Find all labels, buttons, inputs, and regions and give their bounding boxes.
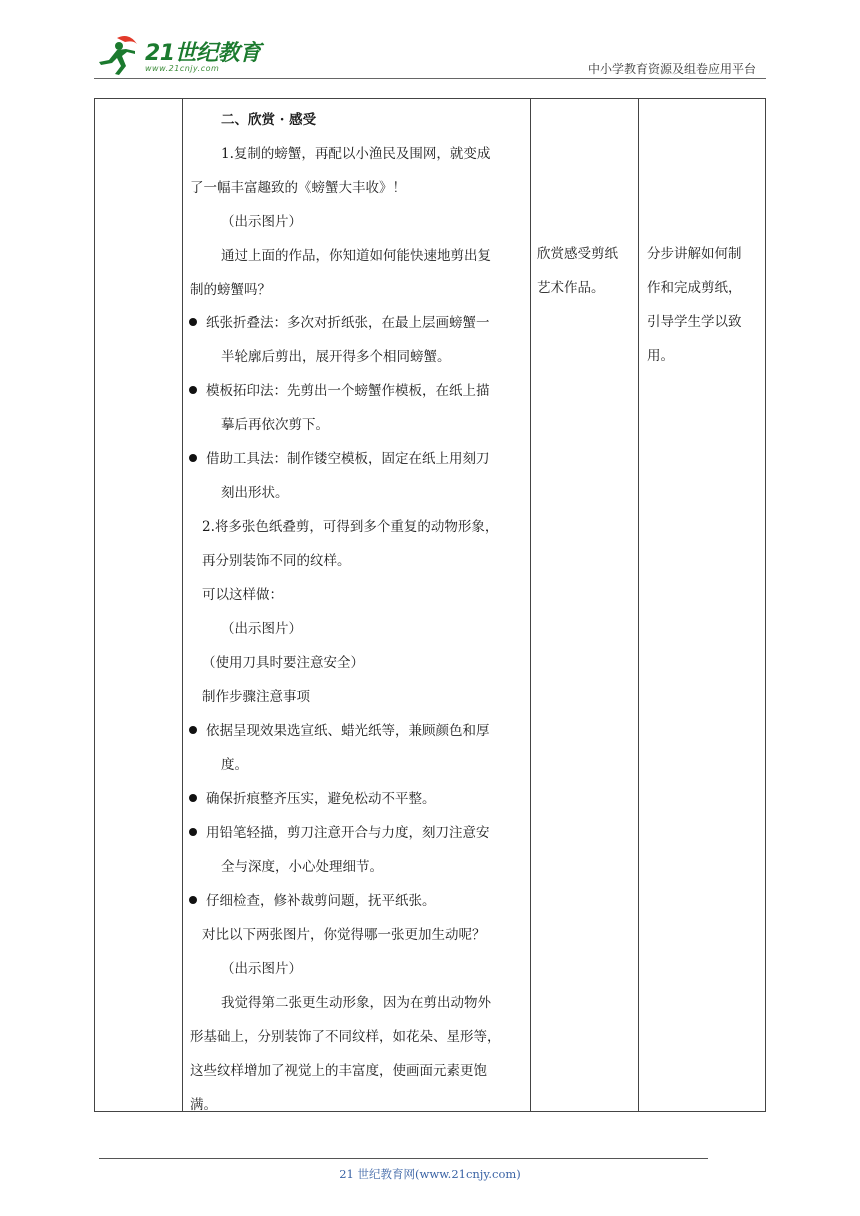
- column-divider: [638, 99, 639, 1111]
- design-intent-line: 分步讲解如何制: [647, 246, 742, 262]
- content-line: 2.将多张色纸叠剪，可得到多个重复的动物形象，: [202, 519, 499, 535]
- content-line: 再分别装饰不同的纹样。: [202, 553, 351, 569]
- bullet-item: 依据呈现效果选宣纸、蜡光纸等，兼顾颜色和厚: [190, 719, 490, 739]
- design-intent-line: 引导学生学以致: [647, 314, 742, 330]
- content-line: 可以这样做：: [202, 587, 283, 603]
- content-line: 满。: [190, 1097, 217, 1113]
- runner-logo-icon: [95, 34, 145, 76]
- bullet-item: 模板拓印法：先剪出一个螃蟹作模板，在纸上描: [190, 379, 490, 399]
- content-line: （出示图片）: [221, 961, 302, 977]
- column-divider: [530, 99, 531, 1111]
- content-line: 这些纹样增加了视觉上的丰富度，使画面元素更饱: [190, 1063, 487, 1079]
- column-divider: [182, 99, 183, 1111]
- platform-name: 中小学教育资源及组卷应用平台: [587, 62, 756, 76]
- content-line: 制的螃蟹吗？: [190, 282, 271, 298]
- bullet-item: 借助工具法：制作镂空模板，固定在纸上用刻刀: [190, 447, 490, 467]
- student-activity-line: 欣赏感受剪纸: [537, 246, 618, 262]
- logo-text: 21世纪教育: [145, 41, 261, 66]
- content-line: （出示图片）: [221, 214, 302, 230]
- footer-divider: [99, 1158, 708, 1159]
- content-line: 对比以下两张图片，你觉得哪一张更加生动呢？: [202, 927, 486, 943]
- bullet-item: 仔细检查，修补裁剪问题，抚平纸张。: [190, 889, 436, 909]
- design-intent-line: 作和完成剪纸，: [647, 280, 742, 296]
- header-divider: [94, 78, 766, 79]
- content-line: 制作步骤注意事项: [202, 689, 310, 705]
- bullet-item: 用铅笔轻描，剪刀注意开合与力度，刻刀注意安: [190, 821, 490, 841]
- bullet-item: 纸张折叠法：多次对折纸张，在最上层画螃蟹一: [190, 311, 490, 331]
- page-header: [0, 0, 860, 80]
- section-title: 二、欣赏 · 感受: [221, 112, 317, 128]
- footer-text: 21 世纪教育网(www.21cnjy.com): [339, 1167, 521, 1181]
- content-line: 通过上面的作品，你知道如何能快速地剪出复: [221, 248, 491, 264]
- content-line: 半轮廓后剪出，展开得多个相同螃蟹。: [221, 349, 451, 365]
- content-line: （使用刀具时要注意安全）: [202, 655, 364, 671]
- content-line: 度。: [221, 757, 248, 773]
- content-line: 摹后再依次剪下。: [221, 417, 329, 433]
- content-line: 刻出形状。: [221, 485, 289, 501]
- student-activity-line: 艺术作品。: [537, 280, 605, 296]
- bullet-item: 确保折痕整齐压实，避免松动不平整。: [190, 787, 436, 807]
- lesson-table: [94, 98, 766, 1112]
- content-line: 形基础上，分别装饰了不同纹样，如花朵、星形等，: [190, 1029, 501, 1045]
- content-line: （出示图片）: [221, 621, 302, 637]
- content-line: 全与深度，小心处理细节。: [221, 859, 383, 875]
- content-line: 了一幅丰富趣致的《螃蟹大丰收》！: [190, 180, 406, 196]
- logo-url: www.21cnjy.com: [145, 64, 220, 73]
- design-intent-line: 用。: [647, 348, 674, 364]
- site-logo: [95, 34, 265, 78]
- content-line: 1.复制的螃蟹，再配以小渔民及围网，就变成: [221, 146, 491, 162]
- content-line: 我觉得第二张更生动形象，因为在剪出动物外: [221, 995, 491, 1011]
